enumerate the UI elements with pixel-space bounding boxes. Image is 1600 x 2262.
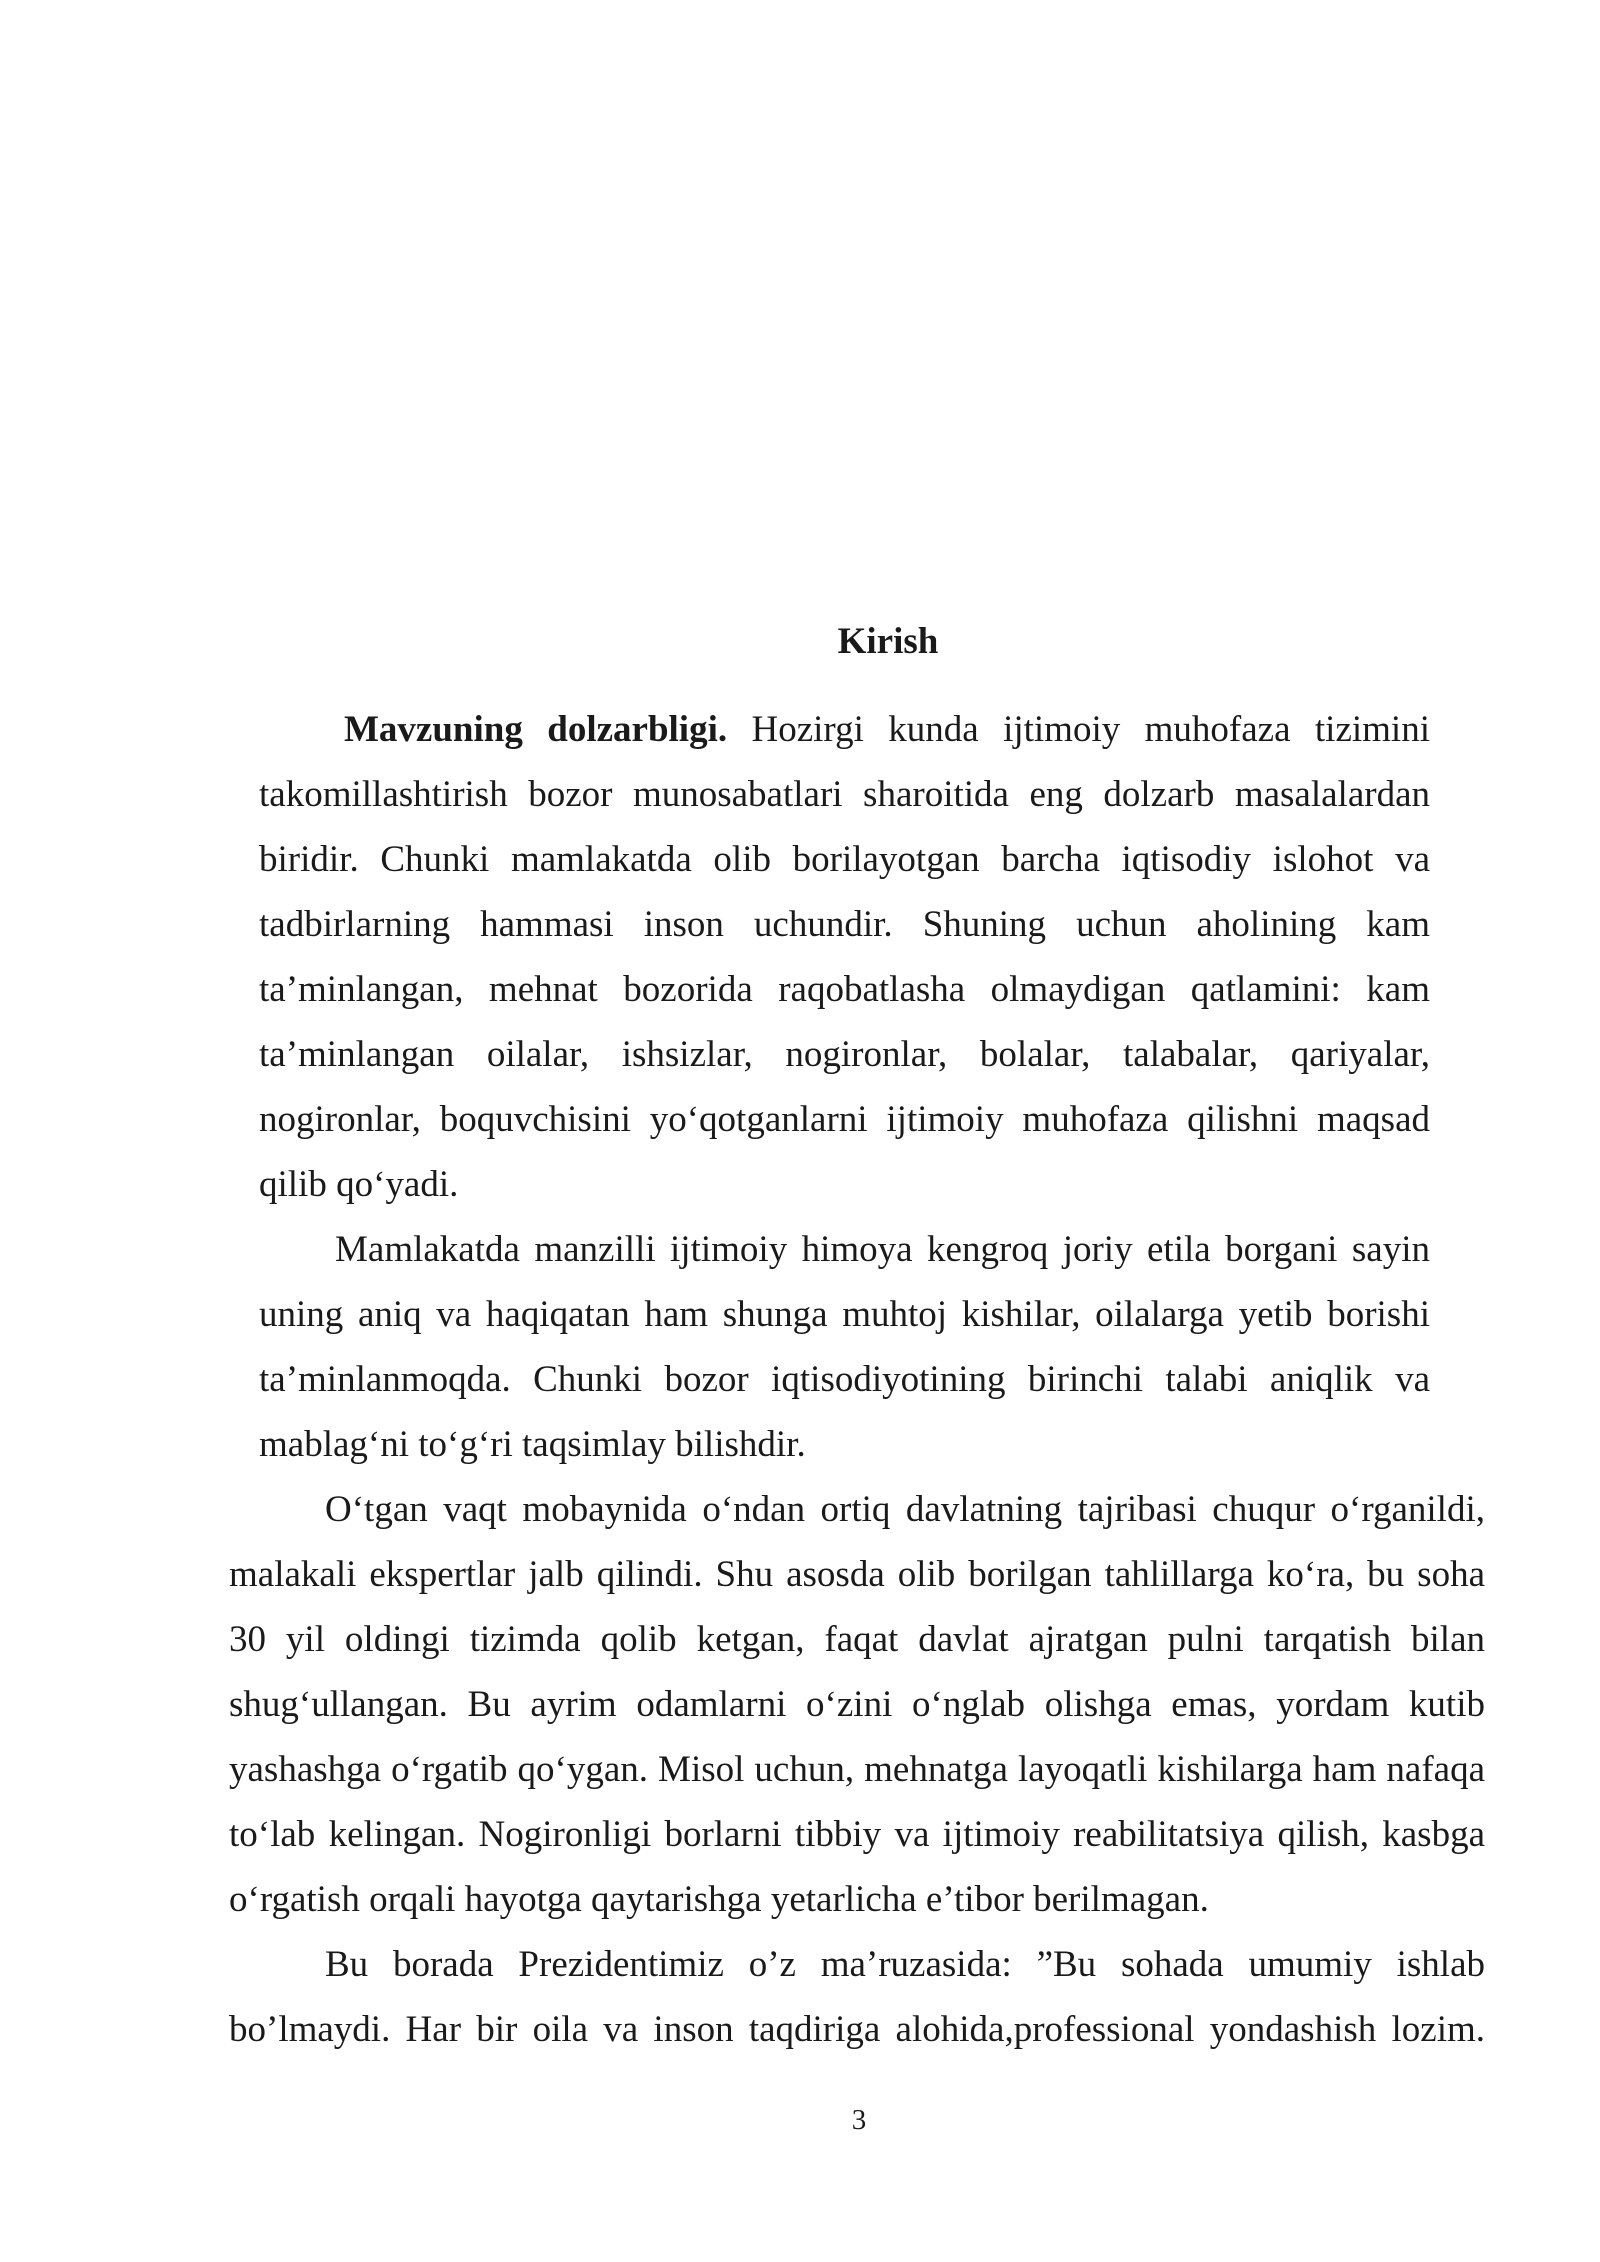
- section-heading: Kirish: [837, 621, 939, 662]
- paragraph-lead: Mavzuning dolzarbligi.: [344, 709, 728, 750]
- paragraph-experience: O‘tgan vaqt mobaynida o‘ndan ortiq davlatning tajribasi chuqur o‘rganildi, malakali ekspertlar jalb qilindi. Shu asosda olib borilgan tahlillarga ko‘ra, bu soha 30 yil oldingi tizimda qolib ketgan, faqat davlat ajratgan pulni tarqatish bilan shug‘ullangan. Bu ayrim odamlarni o‘zini o‘nglab olishga emas, yordam kutib yashashga o‘rgatib qo‘ygan. Misol uchun, mehnatga layoqatli kishilarga ham nafaqa to‘lab kelingan. Nogironligi borlarni tibbiy va ijtimoiy reabilitatsiya qilish, kasbga o‘rgatish orqali hayotga qaytarishga yetarlicha e’tibor berilmagan.: [229, 1489, 1485, 1920]
- paragraph-president-quote: Bu borada Prezidentimiz o’z ma’ruzasida: ”Bu sohada umumiy ishlab bo’lmaydi. Har bir oila va inson taqdiriga alohida,professional yondashish lozim.: [229, 1944, 1485, 2050]
- paragraph-text: Hozirgi kunda ijtimoiy muhofaza tizimini takomillashtirish bozor munosabatlari sharoitida eng dolzarb masalalardan biridir. Chunki mamlakatda olib borilayotgan barcha iqtisodiy islohot va tadbirlarning hammasi inson uchundir. Shuning uchun aholining kam ta’minlangan, mehnat bozorida raqobatlasha olmaydigan qatlamini: kam ta’minlangan oilalar, ishsizlar, nogironlar, bolalar, talabalar, qariyalar, nogironlar, boquvchisini yo‘qotganlarni ijtimoiy muhofaza qilishni maqsad qilib qo‘yadi.: [259, 709, 1430, 1205]
- page-number: 3: [851, 2104, 867, 2136]
- paragraph-relevance: [259, 697, 1430, 1217]
- paragraph-targeted-protection: Mamlakatda manzilli ijtimoiy himoya kengroq joriy etila borgani sayin uning aniq va haqiqatan ham shunga muhtoj kishilar, oilalarga yetib borishi ta’minlanmoqda. Chunki bozor iqtisodiyotining birinchi talabi aniqlik va mablag‘ni to‘g‘ri taqsimlay bilishdir.: [259, 1229, 1430, 1465]
